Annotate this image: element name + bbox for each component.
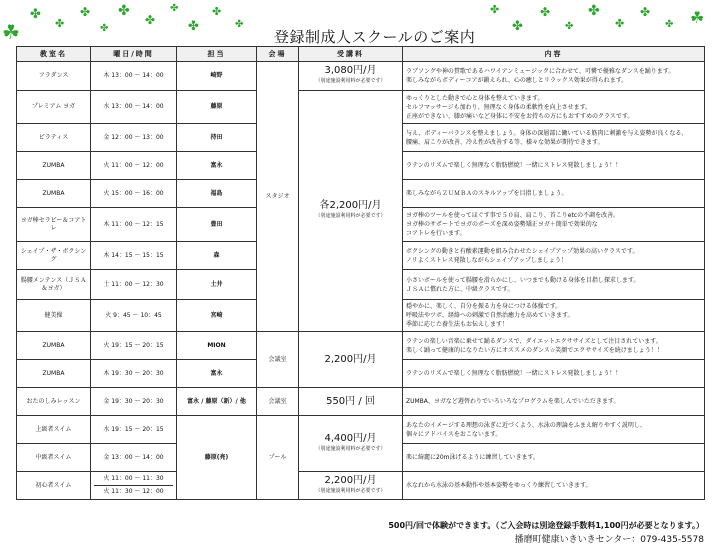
class-name: ZUMBA	[17, 180, 91, 208]
class-name: ZUMBA	[17, 360, 91, 388]
venue-hall: 会議室	[257, 332, 299, 388]
class-time: 土 11：00 ～ 12：30	[91, 270, 177, 300]
class-content: ゆっくりとした動きで心と身体を整えていきます。 セルフマッサージも加わり、無理なく身体の柔軟性を向上させます。 正座ができない、膝が痛いなど身体に不安をお持ちの方にもおすすめのクラスです。	[403, 91, 705, 124]
instructor: MION	[177, 332, 257, 360]
fee-amount: 2,200円/月	[324, 353, 377, 365]
header-fee: 受講料	[299, 47, 403, 62]
class-content: 水なれから水泳の基本動作や基本姿勢をゆっくり練習していきます。	[403, 472, 705, 500]
table-row	[17, 91, 705, 124]
class-content: ヨガ棒のツールを使ってほぐす事で５０肩、肩こり、首こりetcの不調を改善。 ヨガ棒のサポートでヨガのポーズを深め姿勢矯正ヨガ＋簡単で効果的な コアトレを行います。	[403, 208, 705, 242]
class-name: 初心者スイム	[17, 472, 91, 500]
class-content: ラテンのリズムで楽しく無理なく脂肪燃焼！一緒にストレス発散しましょう！！	[403, 152, 705, 180]
class-time: 木 13：00 ～ 14：00	[91, 62, 177, 91]
class-content: ボクシングの動きと有酸素運動を組み合わせたシェイプアップ効果の高いクラスです。 ノリよくストレス発散しながらシェイプアップしましょう！	[403, 242, 705, 270]
trial-footnote: 500円/回で体験ができます。（ご入会時は別途登録手数料1,100円が必要となります。）	[388, 521, 704, 530]
class-time: 火 15：00 ～ 16：00	[91, 180, 177, 208]
class-time: 木 14：15 ～ 15：15	[91, 242, 177, 270]
fee-cell	[299, 62, 403, 91]
table-row	[17, 332, 705, 360]
class-content: 穏やかに、楽しく、自分を振る力を身につける体操です。 呼吸法やツボ、経絡への刺激で自然治癒力を高めていきます。 季節に応じた養生法もお伝えします！	[403, 300, 705, 332]
class-content: ラテンの楽しい音楽に乗せて踊るダンスで、ダイエットエクササイズとして注目されています。 楽しく踊って健康的になりたい方にオススメのダンス☆笑顔でエクササイズを続けましょう！！	[403, 332, 705, 360]
class-time: 火 11：00 ～ 11：30 火 11：30 ～ 12：00	[91, 472, 177, 500]
instructor: 土井	[177, 270, 257, 300]
header-content: 内容	[403, 47, 705, 62]
class-time: 水 13：00 ～ 14：00	[91, 91, 177, 124]
contact-info: 播磨町健康いきいきセンター：079-435-5578	[514, 535, 704, 545]
header-row	[17, 47, 705, 62]
class-name: 上級者スイム	[17, 416, 91, 444]
instructor: 持田	[177, 124, 257, 152]
fee-amount: 550円 / 回	[326, 395, 375, 407]
class-name: プレミアム ヨガ	[17, 91, 91, 124]
header-class: 教室名	[17, 47, 91, 62]
class-time: 水 19：15 ～ 20：15	[91, 416, 177, 444]
table-row	[17, 472, 705, 500]
class-time: 火 9：45 ～ 10：45	[91, 300, 177, 332]
class-time: 木 19：30 ～ 20：30	[91, 360, 177, 388]
fee-cell	[299, 416, 403, 472]
class-name: 腸腰メンテンス（ＪＳＡ＆ヨガ）	[17, 270, 91, 300]
fee-cell	[299, 472, 403, 500]
fee-cell	[299, 91, 403, 332]
fee-note: （別途施設利用料が必要です）	[315, 78, 386, 84]
class-content: 楽しみながらＺＵＭＢＡのスキルアップを目指しましょう。	[403, 180, 705, 208]
fee-cell	[299, 388, 403, 416]
class-content: 与え、ボディーバランスを整えましょう。身体の深層部に働いている筋肉に刺激を与え姿勢が良くなる、 腰痛、肩こりが改善、冷え性が改善する等、様々な効果が期待できます。	[403, 124, 705, 152]
class-time: 木 11：00 ～ 12：15	[91, 208, 177, 242]
class-name: ZUMBA	[17, 332, 91, 360]
class-time: 金 12：00 ～ 13：00	[91, 124, 177, 152]
class-name: ZUMBA	[17, 152, 91, 180]
class-content: ZUMBA、ヨガなど週替わりでいろいろなプログラムを楽しんでいただきます。	[403, 388, 705, 416]
table-row	[17, 388, 705, 416]
instructor: 富永	[177, 152, 257, 180]
class-content: あなたのイメージする理想の泳ぎに近づくよう、水泳の理論をふまえ解りやすく説明し、 個々にアドバイスをおこないます。	[403, 416, 705, 444]
header-venue: 会場	[257, 47, 299, 62]
fee-note: （別途施設利用料が必要です）	[315, 487, 386, 494]
class-name: ヨガ棒セラピー＆コアトレ	[17, 208, 91, 242]
class-content: 小さいボールを使って腸腰を滑らかにし、いつまでも動ける身体を目指し探求します。 ＪＳＡに慣れた方に、中級クラスです。	[403, 270, 705, 300]
class-time: 金 19：30 ～ 20：30	[91, 388, 177, 416]
fee-note: （別途施設利用料が必要です）	[315, 445, 386, 452]
fee-note: （別途施設利用料が必要です）	[315, 213, 386, 219]
instructor: 宮崎	[177, 300, 257, 332]
instructor: 森	[177, 242, 257, 270]
instructor: 豊田	[177, 208, 257, 242]
class-name: シェイプ・ザ・ボクシング	[17, 242, 91, 270]
instructor: 藤原(亮)	[177, 416, 257, 500]
fee-amount: 2,200円/月	[324, 474, 377, 486]
class-name: フラダンス	[17, 62, 91, 91]
schedule-table	[16, 46, 705, 500]
class-name: 中級者スイム	[17, 444, 91, 472]
instructor: 藤原	[177, 91, 257, 124]
header-instructor: 担当	[177, 47, 257, 62]
venue-studio: スタジオ	[257, 62, 299, 332]
venue-hall: 会議室	[257, 388, 299, 416]
venue-pool: プール	[257, 416, 299, 500]
class-content: ラブソングや神の賛歌であるハワイアンミュージックに合わせて、可憐で優雅なダンスを踊ります。 楽しみながらボディーコアが鍛えられ、心の癒しとリラックス効果が得られます。	[403, 62, 705, 91]
class-name: ピラティス	[17, 124, 91, 152]
instructor: 福島	[177, 180, 257, 208]
class-content: 楽に綺麗に20m泳げるように練習していきます。	[403, 444, 705, 472]
class-content: ラテンのリズムで楽しく無理なく脂肪燃焼！一緒にストレス発散しましょう！！	[403, 360, 705, 388]
table-row	[17, 416, 705, 444]
instructor: 崎野	[177, 62, 257, 91]
fee-amount: 4,400円/月	[324, 432, 377, 444]
class-time: 火 19：15 ～ 20：15	[91, 332, 177, 360]
class-time: 火 11：00 ～ 12：00	[91, 152, 177, 180]
fee-amount: 各2,200円/月	[319, 200, 382, 211]
class-time: 金 13：00 ～ 14：00	[91, 444, 177, 472]
class-name: 健美操	[17, 300, 91, 332]
table-row	[17, 62, 705, 91]
instructor: 富永	[177, 360, 257, 388]
fee-cell	[299, 332, 403, 388]
fee-amount: 3,080円/月	[324, 65, 377, 76]
class-name: おたのしみレッスン	[17, 388, 91, 416]
header-time: 曜日/時間	[91, 47, 177, 62]
instructor: 富永 / 藤原（新）/ 他	[177, 388, 257, 416]
page-title: 登録制成人スクールのご案内	[270, 26, 479, 49]
